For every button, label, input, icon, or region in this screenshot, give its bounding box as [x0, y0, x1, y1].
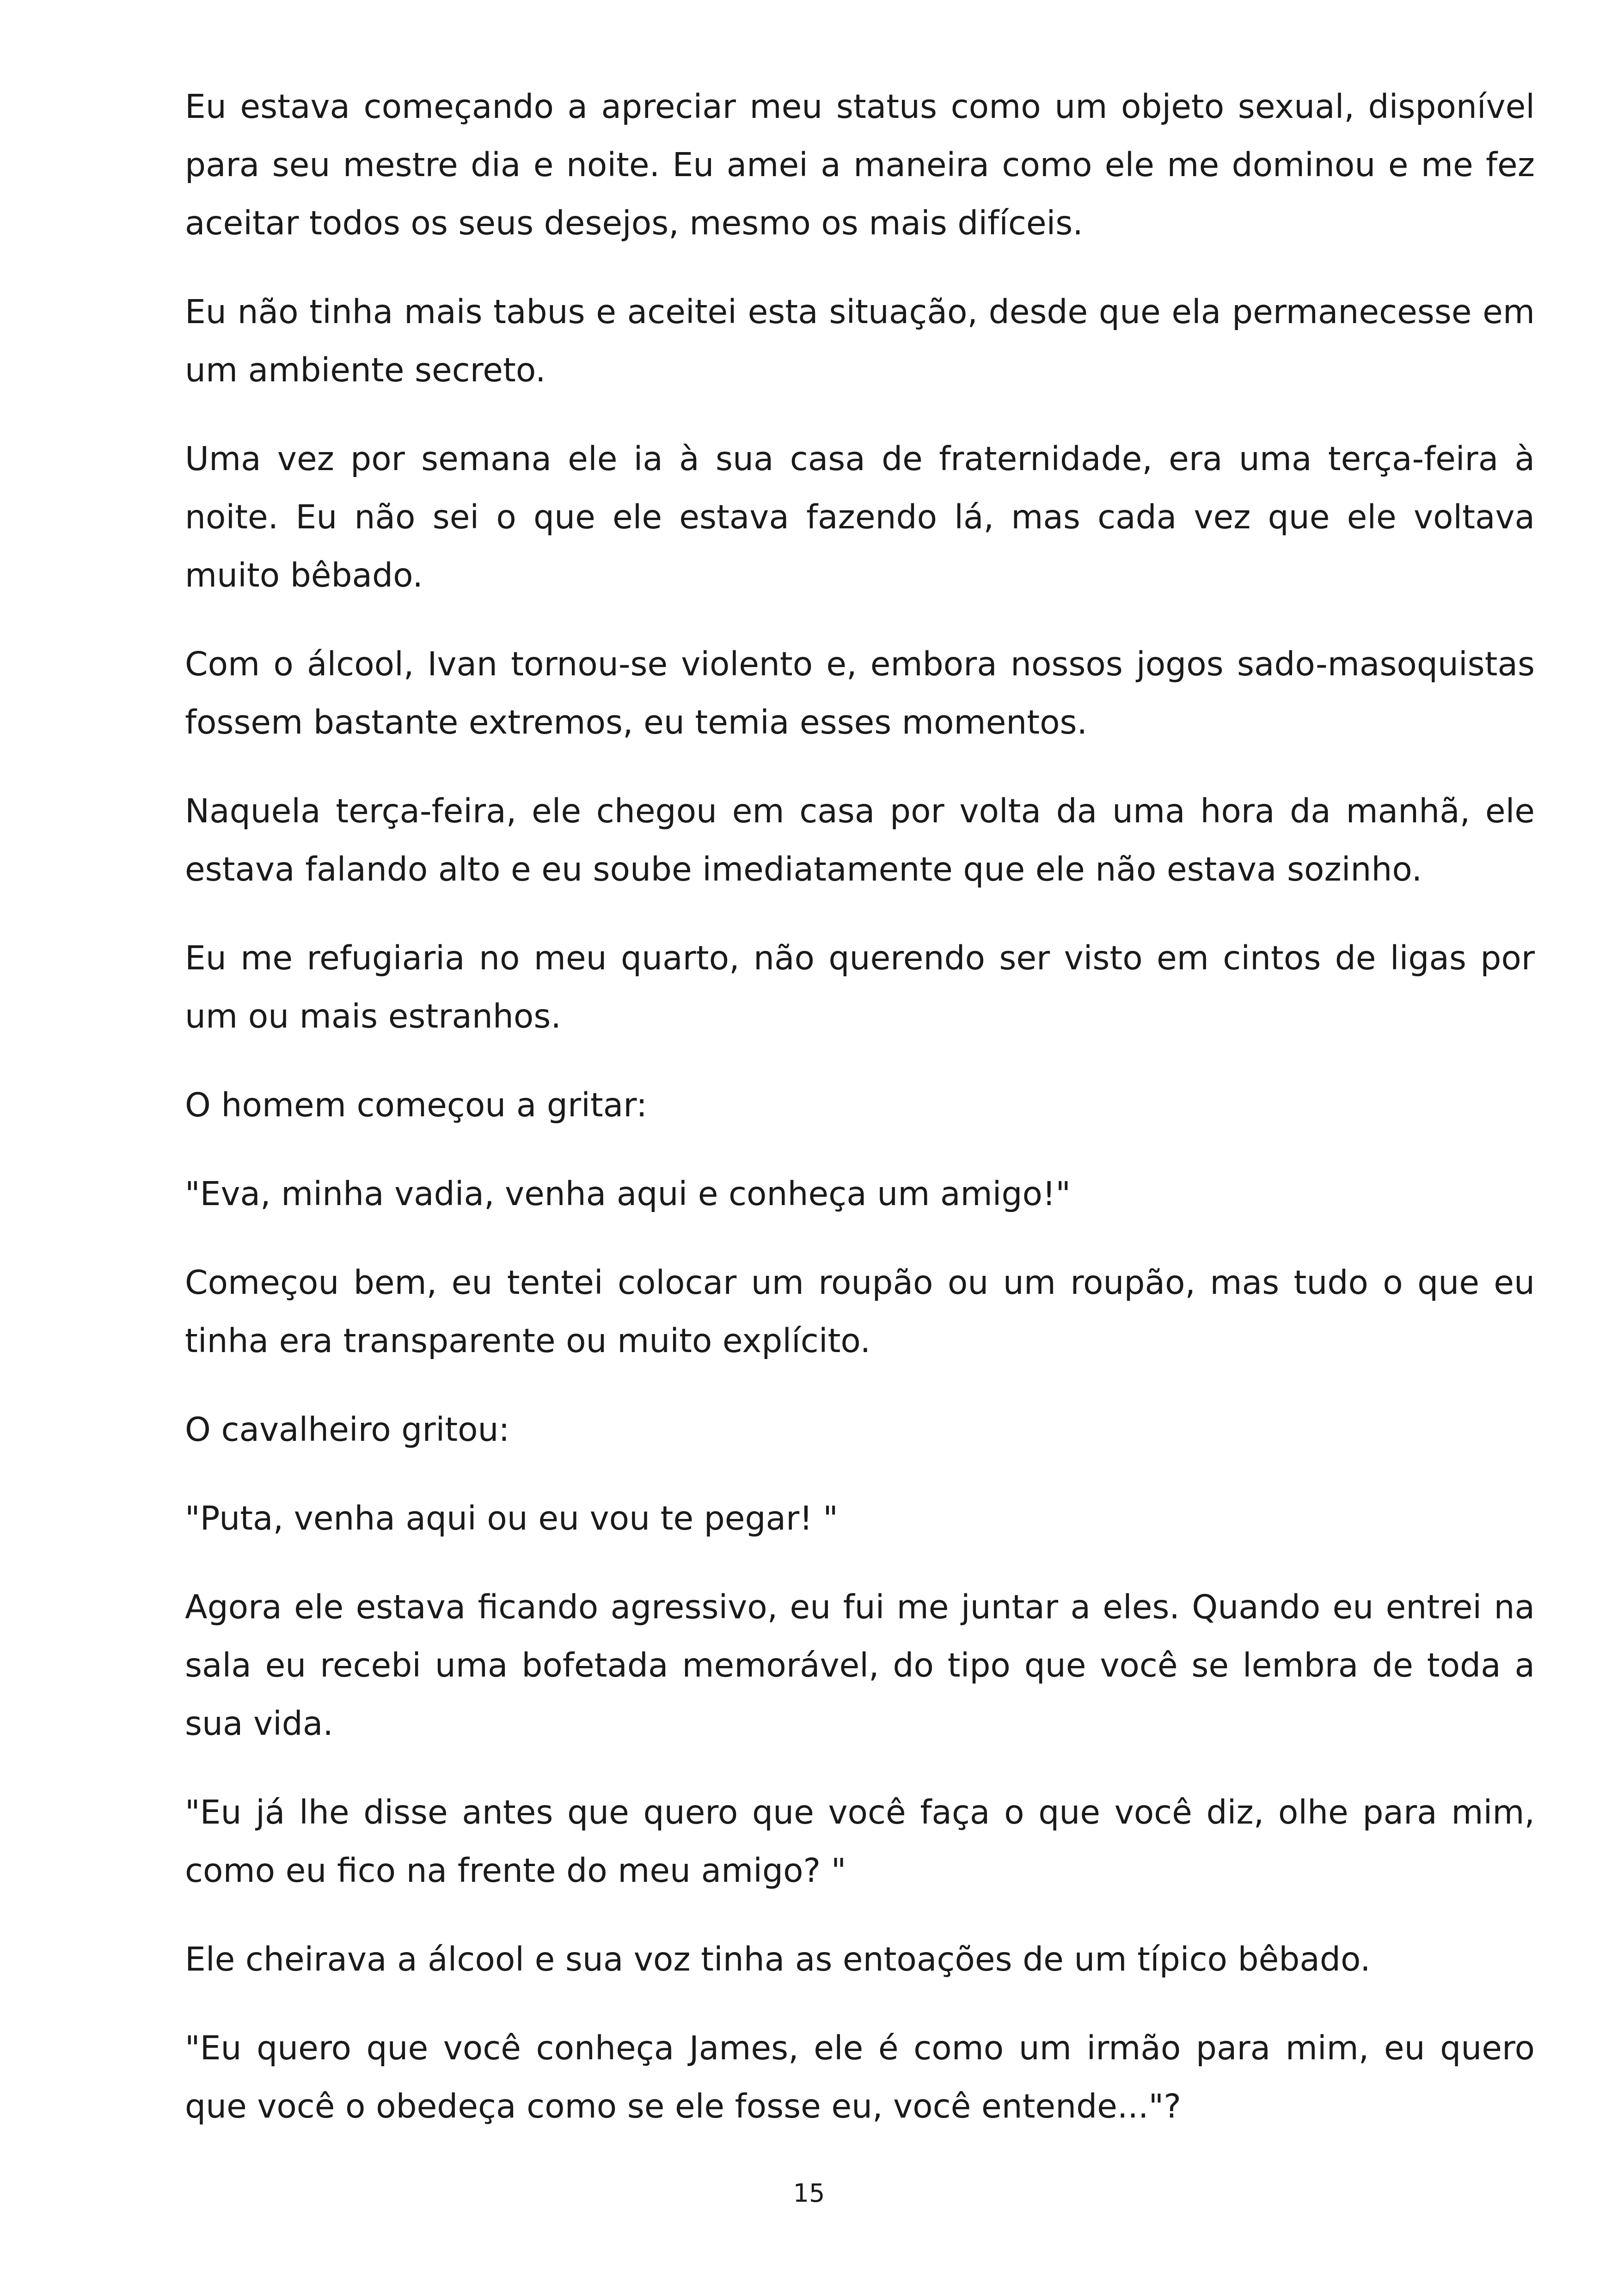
paragraph: Agora ele estava ficando agressivo, eu fui me juntar a eles. Quando eu entrei na sala eu recebi uma bofetada memorável, do tipo que você se lembra de toda a sua vida. [185, 1588, 1535, 1743]
paragraph: Ele cheirava a álcool e sua voz tinha as entoações de um típico bêbado. [185, 1940, 1371, 1978]
paragraph: Começou bem, eu tentei colocar um roupão ou um roupão, mas tudo o que eu tinha era transparente ou muito explícito. [185, 1263, 1535, 1360]
paragraph: Eu estava começando a apreciar meu status como um objeto sexual, disponível para seu mestre dia e noite. Eu amei a maneira como ele me dominou e me fez aceitar todos os seus desejos, mesmo os mais difíceis. [185, 87, 1535, 242]
paragraph: "Eu quero que você conheça James, ele é como um irmão para mim, eu quero que você o obedeça como se ele fosse eu, você entende..."? [185, 2029, 1535, 2125]
paragraph: Naquela terça-feira, ele chegou em casa por volta da uma hora da manhã, ele estava falando alto e eu soube imediatamente que ele não estava sozinho. [185, 792, 1535, 888]
paragraph: Uma vez por semana ele ia à sua casa de fraternidade, era uma terça-feira à noite. Eu não sei o que ele estava fazendo lá, mas cada vez que ele voltava muito bêbado. [185, 440, 1535, 594]
paragraph: O homem começou a gritar: [185, 1086, 648, 1124]
paragraph: O cavalheiro gritou: [185, 1410, 510, 1449]
paragraph: "Eva, minha vadia, venha aqui e conheça um amigo!" [185, 1175, 1071, 1213]
paragraph: "Eu já lhe disse antes que quero que você faça o que você diz, olhe para mim, como eu fico na frente do meu amigo? " [185, 1793, 1535, 1890]
text-body [185, 78, 1535, 2166]
paragraph: Eu me refugiaria no meu quarto, não querendo ser visto em cintos de ligas por um ou mais estranhos. [185, 939, 1535, 1035]
page-number: 15 [793, 2179, 825, 2208]
paragraph: Eu não tinha mais tabus e aceitei esta situação, desde que ela permanecesse em um ambiente secreto. [185, 293, 1535, 389]
paragraph: "Puta, venha aqui ou eu vou te pegar! " [185, 1499, 838, 1537]
paragraph: Com o álcool, Ivan tornou-se violento e, embora nossos jogos sado-masoquistas fossem bastante extremos, eu temia esses momentos. [185, 645, 1535, 741]
